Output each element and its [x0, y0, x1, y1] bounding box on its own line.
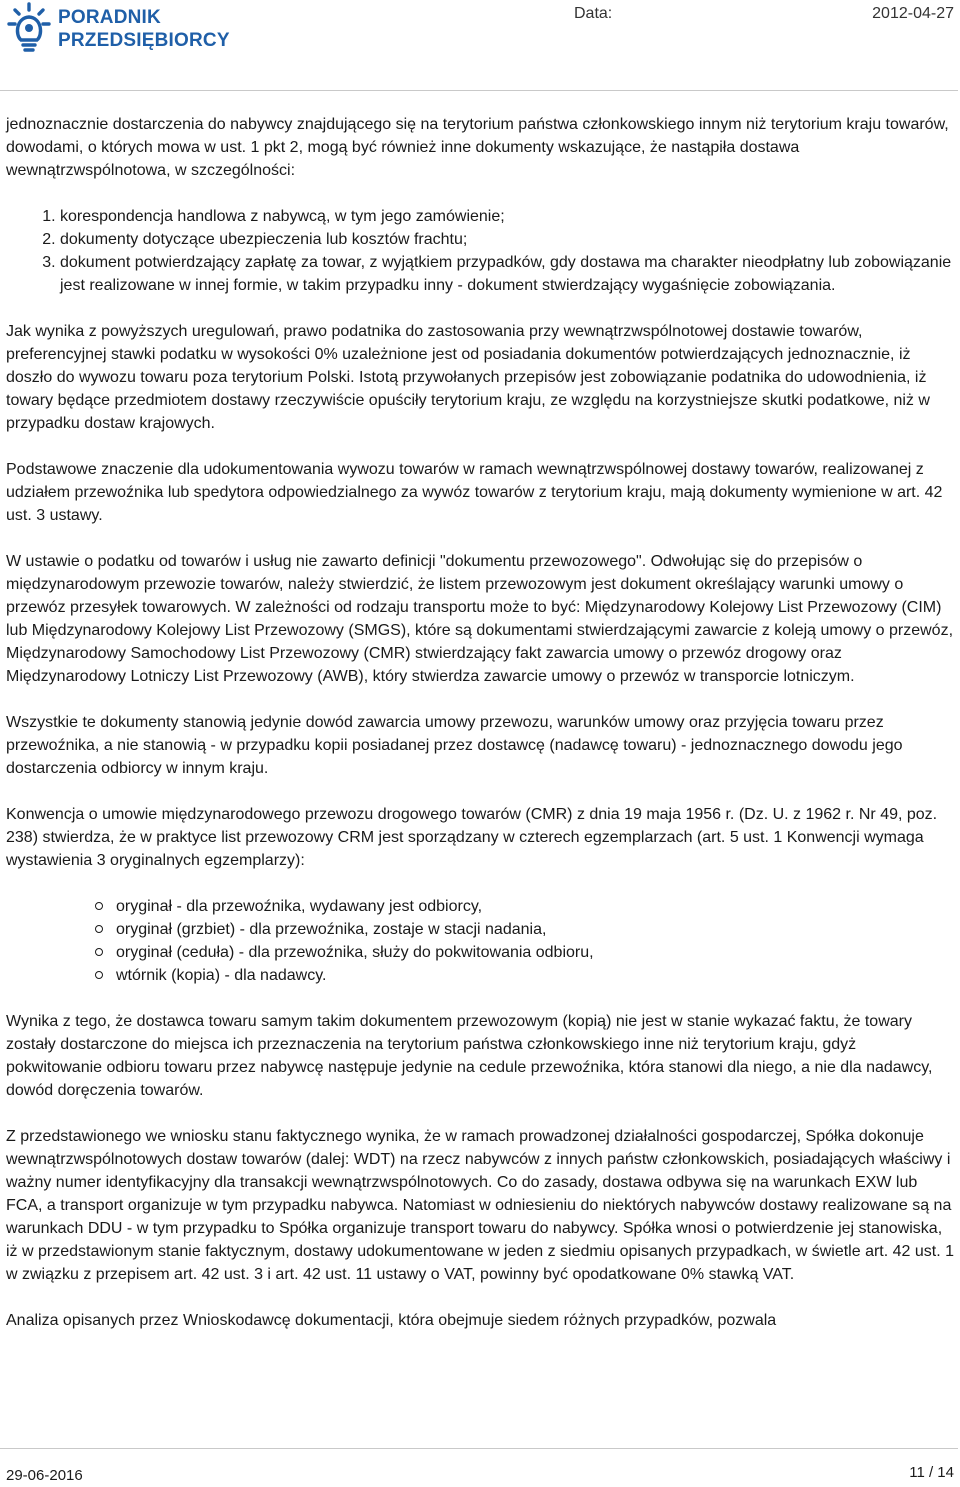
- paragraph: Podstawowe znaczenie dla udokumentowania wywozu towarów w ramach wewnątrzwspólnowej dostawy towarów, realizowanej z udziałem przewoźnika lub spedytora odpowiedzialnego za wywóz towarów z terytorium kraju, mają dokumenty wymienione w art. 42 ust. 3 ustawy.: [6, 461, 943, 524]
- ordered-list: [6, 205, 956, 297]
- paragraph: Wynika z tego, że dostawca towaru samym takim dokumentem przewozowym (kopią) nie jest w stanie wykazać faktu, że towary zostały dostarczone do miejsca ich przeznaczenia na terytorium państwa członkowskiego inne niż terytorium kraju, gdyż pokwitowanie odbioru towaru przez nabywcę następuje jedynie na cedule przewoźnika, która stanowi dla niego, a nie dla nadawcy, dowód doręczenia towarów.: [6, 1013, 933, 1099]
- logo-line2: PRZEDSIĘBIORCY: [58, 30, 230, 51]
- list-item-text: oryginał - dla przewoźnika, wydawany jest odbiorcy,: [116, 898, 483, 915]
- list-item-text: wtórnik (kopia) - dla nadawcy.: [116, 967, 327, 984]
- list-item: [6, 941, 956, 964]
- list-item-text: oryginał (grzbiet) - dla przewoźnika, zostaje w stacji nadania,: [116, 921, 547, 938]
- list-item: 2. dokumenty dotyczące ubezpieczenia lub kosztów frachtu;: [60, 228, 956, 251]
- bullet-circle-icon: [95, 948, 103, 956]
- footer-date: 29-06-2016: [6, 1467, 83, 1484]
- document-body: [6, 113, 956, 1355]
- list-item: 3. dokument potwierdzający zapłatę za towar, z wyjątkiem przypadków, gdy dostawa ma charakter nieodpłatny lub zobowiązanie jest realizowane w innej formie, w takim przypadku inny - dokument stwierdzający wygaśnięcie zobowiązania.: [60, 251, 956, 297]
- footer-divider: [0, 1448, 958, 1449]
- list-item: [6, 918, 956, 941]
- paragraph: Jak wynika z powyższych uregulowań, prawo podatnika do zastosowania przy wewnątrzwspólnotowej dostawie towarów, preferencyjnej stawki podatku w wysokości 0% uzależnione jest od posiadania dokumentów potwierdzających jednoznacznie, iż doszło do wywozu towaru poza terytorium Polski. Istotą przywołanych przepisów jest zobowiązanie podatnika do udowodnienia, iż towary będące przedmiotem dostawy rzeczywiście opuściły terytorium kraju, ze względu na korzystniejsze skutki podatkowe, niż w przypadku dostaw krajowych.: [6, 323, 930, 432]
- bullet-circle-icon: [95, 971, 103, 979]
- bullet-circle-icon: [95, 925, 103, 933]
- paragraph-intro: jednoznacznie dostarczenia do nabywcy znajdującego się na terytorium państwa członkowskiego innym niż terytorium kraju towarów, dowodami, o których mowa w ust. 1 pkt 2, mogą być również inne dokumenty wskazujące, że nastąpiła dostawa wewnątrzwspólnotowa, w szczególności:: [6, 116, 949, 179]
- list-item-text: oryginał (ceduła) - dla przewoźnika, służy do pokwitowania odbioru,: [116, 944, 594, 961]
- bullet-circle-icon: [95, 902, 103, 910]
- lightbulb-icon: [6, 2, 52, 54]
- list-item: [6, 895, 956, 918]
- paragraph: Z przedstawionego we wniosku stanu faktycznego wynika, że w ramach prowadzonej działalności gospodarczej, Spółka dokonuje wewnątrzwspólnotowych dostaw towarów (dalej: WDT) na rzecz nabywców z innych państw członkowskich, posiadających właściwy i ważny numer identyfikacyjny dla transakcji wewnątrzwspólnotowych. Co do zasady, dostawa odbywa się na warunkach EXW lub FCA, a transport organizuje w tym przypadku nabywca. Natomiast w odniesieniu do niektórych nabywców dostawy realizowane są na warunkach DDU - w tym przypadku to Spółka organizuje transport towaru do nabywcy. Spółka wnosi o potwierdzenie jej stanowiska, iż w przedstawionym stanie faktycznym, dostawy udokumentowane w jeden z siedmiu opisanych przypadkach, w świetle art. 42 ust. 1 w związku z przepisem art. 42 ust. 3 i art. 42 ust. 11 ustawy o VAT, powinny być opodatkowane 0% stawką VAT.: [6, 1128, 954, 1283]
- date-label: Data:: [574, 5, 613, 22]
- list-item: 1. korespondencja handlowa z nabywcą, w tym jego zamówienie;: [60, 205, 956, 228]
- logo-line1: PORADNIK: [58, 7, 161, 28]
- paragraph: Wszystkie te dokumenty stanowią jedynie dowód zawarcia umowy przewozu, warunków umowy oraz przyjęcia towaru przez przewoźnika, a nie stanowią - w przypadku kopii posiadanej przez dostawcę (nadawcę towaru) - jednoznacznego dowodu jego dostarczenia odbiorcy w innym kraju.: [6, 714, 903, 777]
- header-divider: [0, 90, 958, 91]
- logo: [6, 2, 266, 54]
- bullet-list: [6, 895, 956, 987]
- list-item: [6, 964, 956, 987]
- date-value: 2012-04-27: [872, 5, 954, 22]
- paragraph: Konwencja o umowie międzynarodowego przewozu drogowego towarów (CMR) z dnia 19 maja 1956 r. (Dz. U. z 1962 r. Nr 49, poz. 238) stwierdza, że w praktyce list przewozowy CRM jest sporządzany w czterech egzemplarzach (art. 5 ust. 1 Konwencji wymaga wystawienia 3 oryginalnych egzemplarzy):: [6, 806, 938, 869]
- page-header: [0, 0, 960, 56]
- paragraph: W ustawie o podatku od towarów i usług nie zawarto definicji "dokumentu przewozowego". Odwołując się do przepisów o międzynarodowym przewozie towarów, należy stwierdzić, że listem przewozowym jest dokument określający warunki umowy o przewóz przesyłek towarowych. W zależności od rodzaju transportu może to być: Międzynarodowy Kolejowy List Przewozowy (CIM) lub Międzynarodowy Kolejowy List Przewozowy (SMGS), które są dokumentami stwierdzającymi zawarcie z koleją umowy o przewóz, Międzynarodowy Samochodowy List Przewozowy (CMR) stwierdzający fakt zawarcia umowy o przewóz drogowy oraz Międzynarodowy Lotniczy List Przewozowy (AWB), który stwierdza zawarcie umowy o przewóz w transporcie lotniczym.: [6, 553, 954, 685]
- page-number: 11 / 14: [909, 1464, 954, 1481]
- paragraph: Analiza opisanych przez Wnioskodawcę dokumentacji, która obejmuje siedem różnych przypadków, pozwala: [6, 1312, 777, 1329]
